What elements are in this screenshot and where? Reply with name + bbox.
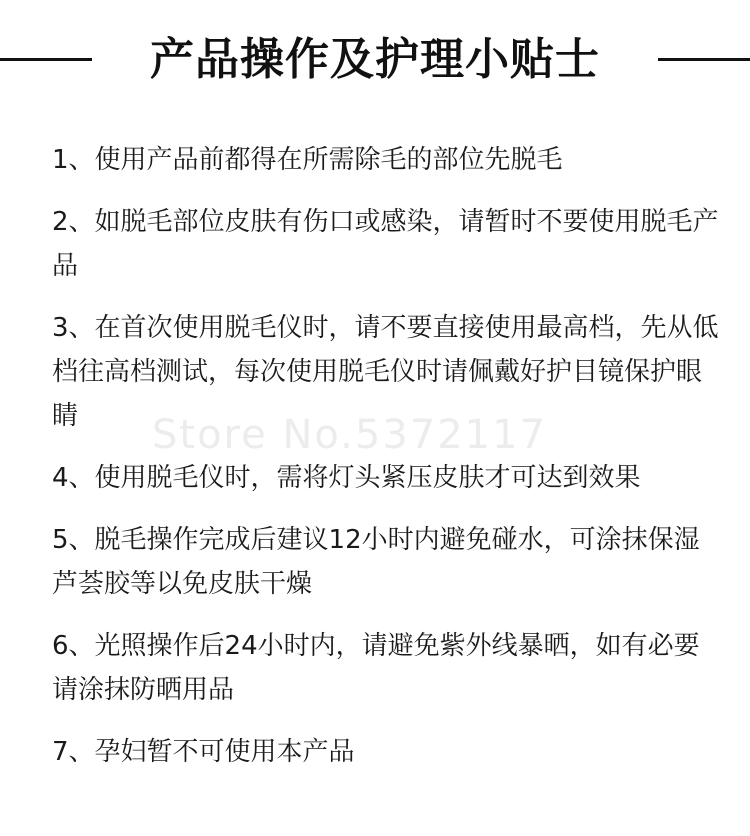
page-title: 产品操作及护理小贴士 [150, 34, 600, 85]
tip-item-4 [52, 456, 722, 500]
store-watermark: Store No.5372117 [152, 412, 547, 458]
tip-text: 脱毛操作完成后建议12小时内避免碰水，可涂抹保湿芦荟胶等以免皮肤干燥 [52, 525, 700, 599]
tip-number: 5、 [52, 525, 95, 555]
tip-number: 7、 [52, 737, 95, 767]
tip-item-2 [52, 200, 722, 288]
tip-item-3 [52, 306, 722, 438]
tip-text: 光照操作后24小时内，请避免紫外线暴晒，如有必要请涂抹防晒用品 [52, 631, 700, 705]
tip-text: 使用产品前都得在所需除毛的部位先脱毛 [94, 145, 563, 175]
title-rule-right [658, 58, 750, 61]
tip-number: 2、 [52, 207, 95, 237]
tip-item-6 [52, 624, 722, 712]
tips-list [52, 138, 722, 774]
tip-item-7 [52, 730, 722, 774]
tip-text: 孕妇暂不可使用本产品 [94, 737, 355, 767]
title-rule-left [0, 58, 92, 61]
tip-item-5 [52, 518, 722, 606]
tip-number: 6、 [52, 631, 95, 661]
tip-number: 4、 [52, 463, 95, 493]
tip-text: 如脱毛部位皮肤有伤口或感染，请暂时不要使用脱毛产品 [52, 207, 719, 281]
tip-number: 1、 [52, 145, 95, 175]
tip-text: 使用脱毛仪时，需将灯头紧压皮肤才可达到效果 [94, 463, 641, 493]
tip-number: 3、 [52, 313, 95, 343]
tip-text: 在首次使用脱毛仪时，请不要直接使用最高档，先从低档往高档测试，每次使用脱毛仪时请佩戴好护目镜保护眼睛 [52, 313, 719, 431]
tip-item-1 [52, 138, 722, 182]
page-header [0, 22, 750, 98]
